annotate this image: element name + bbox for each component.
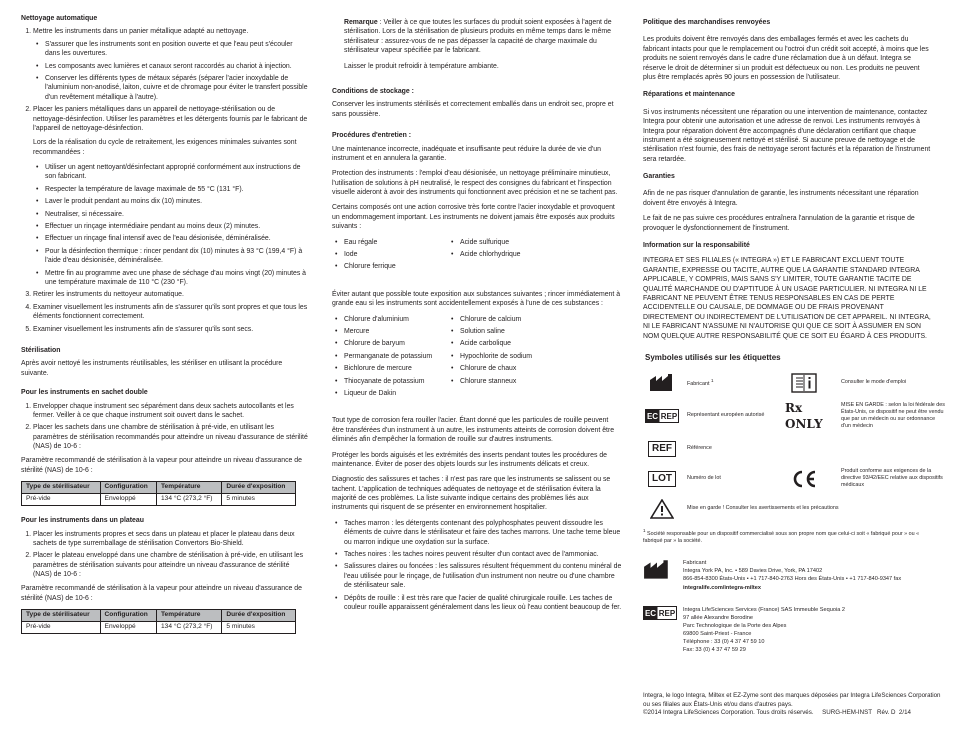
auto-cleaning-heading: Nettoyage automatique (21, 15, 98, 22)
returns-text: Les produits doivent être renvoyés dans des emballages fermés et avec les cachets du fabricant intacts pour que le remplacement ou l'octroi d'un crédit soit accepté, à moins que les produits ne soient renvoyés dans le cadre d'une réclamation due à un défaut. Integra se réserve le droit de déterminer si un produit est défectueux ou non. Les produits ne peuvent plus être remplacés après 90 jours en possession de l'utilisateur. (643, 36, 929, 81)
table-cell: 134 °C (273,2 °F) (157, 494, 222, 506)
rep-line: Integra LifeSciences Services (France) SAS Immeuble Sequoia 2 (683, 606, 845, 613)
table-header: Configuration (100, 482, 156, 494)
avoid-list (332, 315, 622, 407)
list-item: • Pour la désinfection thermique : rincer pendant dix (10) minutes à 93 °C (199,4 °F) à l'aide d'eau désionisée, déminéralisée. (45, 247, 309, 266)
list-item: • Effectuer un rinçage intermédiaire pendant au moins deux (2) minutes. (45, 222, 309, 231)
table-row (22, 494, 296, 506)
list-item: • Chlorure d'aluminium (344, 315, 448, 324)
maintenance-p6: Protéger les bords aiguisés et les extrémités des inserts pendant toutes les procédures de maintenance. Éviter de poser des objets lourds sur les instruments délicats et creux. (332, 451, 608, 468)
sterilization-heading: Stérilisation (21, 346, 61, 354)
storage-text: Conserver les instruments stérilisés et correctement emballés dans un endroit sec, propre et sans poussière. (332, 101, 614, 118)
list-item: • Taches marron : les détergents contenant des polyphosphates peuvent dissoudre les éléments de cuivre dans le stérilisateur et faire des taches marrons. Une tache terne bleue ou marron indique une oxydation sur la surface. (344, 519, 622, 547)
auto-step-3: 3. Retirer les instruments du nettoyeur automatique. (33, 290, 309, 299)
table-cell: 5 minutes (222, 494, 296, 506)
rx-only-icon: Rx ONLY (785, 400, 823, 431)
maintenance-p5: Tout type de corrosion fera rouiller l'acier. Étant donné que les particules de rouille peuvent être transférées d'un instrument à un autre, les instruments atteints de corrosion doivent être éliminés afin d'empêcher la formation de rouille sur d'autres instruments. (332, 417, 615, 444)
table-header: Type de stérilisateur (22, 482, 101, 494)
list-item: • Dépôts de rouille : il est très rare que l'acier de qualité chirurgicale rouille. Les taches de couleur rouille apparaissent généralement dans les lieux où l'eau contient beaucoup de fer. (344, 594, 622, 613)
maintenance-p4: Éviter autant que possible toute exposition aux substances suivantes ; rincer immédiatement à grande eau si les instruments sont accidentellement exposés à l'une de ces substances : (332, 290, 621, 308)
table-header: Température (157, 610, 222, 622)
stain-list (332, 519, 622, 613)
rep-line: Téléphone : 33 (0) 4 37 47 59 10 (683, 639, 765, 646)
list-item: • Bichlorure de mercure (344, 364, 448, 373)
lot-icon: LOT (643, 468, 681, 490)
tray-steps (21, 530, 309, 580)
list-item: • Acide carbolique (460, 339, 622, 348)
list-item: • Eau régale (344, 238, 448, 247)
list-item: • Neutraliser, si nécessaire. (45, 210, 309, 219)
rep-line: Fax: 33 (0) 4 37 47 59 29 (683, 647, 746, 654)
list-item: • Chlorure stanneux (460, 377, 622, 386)
list-item: • Effectuer un rinçage final intensif avec de l'eau désionisée, déminéralisée. (45, 234, 309, 243)
list-item: • Chlorure de baryum (344, 339, 448, 348)
warning-icon (643, 498, 681, 520)
list-item: • Chlorure de chaux (460, 364, 622, 373)
trademark-text: Integra, le logo Integra, Miltex et EZ-Zyme sont des marques déposées par Integra LifeSciences Corporation ou ses filiales aux États-Unis et/ou dans d'autres pays. (643, 692, 941, 708)
column-storage-maintenance (332, 18, 622, 617)
list-item: • Hypochlorite de sodium (460, 352, 622, 361)
auto-step-4: 4. Examiner visuellement les instruments afin de s'assurer qu'ils sont propres et que tous les éléments fonctionnent correctement. (33, 303, 309, 322)
ec-rep-icon (643, 606, 683, 655)
pouch-step-2: 2. Placer les sachets dans une chambre de stérilisation à pré-vide, en utilisant les paramètres de stérilisation recommandés pour atteindre un niveau d'assurance de stérilité (NAS) de 10-6 : (33, 423, 309, 451)
mfr-website-link[interactable]: integralife.com/integra-miltex (683, 584, 762, 591)
sterilization-text: Après avoir nettoyé les instruments réutilisables, les stériliser en utilisant la procédure suivante. (21, 360, 283, 377)
tray-param-text: Paramètre recommandé de stérilisation à la vapeur pour atteindre un niveau d'assurance de stérilité (NAS) de 10-6 : (21, 585, 302, 602)
list-item: • Les composants avec lumières et canaux seront raccordés au chariot à injection. (45, 62, 309, 71)
remark: Remarque : Veiller à ce que toutes les surfaces du produit soient exposées à l'agent de stérilisation. Lors de la stérilisation de plusieurs produits en même temps dans le même stérilisateur : assurez-vous de ne pas dépasser la capacité de charge maximale du stérilisateur vapeur spécifiée par le fabricant. (344, 19, 612, 55)
warranty-p1: Afin de ne pas risquer d'annulation de garantie, les instruments nécessitant une réparation doivent être envoyés à Integra. (643, 190, 919, 207)
sym-ce-label: Produit conforme aux exigences de la directive 93/42/EEC relative aux dispositifs médicaux (841, 468, 943, 489)
list-item: • Thiocyanate de potassium (344, 377, 448, 386)
list-item: • Liqueur de Dakin (344, 389, 448, 398)
tray-heading: Pour les instruments dans un plateau (21, 517, 144, 525)
list-item: • Salissures claires ou foncées : les salissures résultent fréquemment du contenu minéral de l'eau utilisée pour le rinçage, de l'utilisation d'un instrument non neutre ou d'une chambre de stérilisateur sale. (344, 562, 622, 590)
repairs-text: Si vos instruments nécessitent une réparation ou une intervention de maintenance, contactez Integra pour obtenir une autorisation et une adresse de renvoi. Les instruments renvoyés à Integra pour réparation doivent être accompagnés d'une déclaration certifiant que chaque instrument a été soigneusement nettoyé et stérilisé. Si aucune preuve de nettoyage et de stérilisation n'est fournie, des frais de nettoyage seront facturés et la réparation de l'instrument sera retardée. (643, 108, 931, 163)
warranty-heading: Garanties (643, 173, 675, 181)
ec-rep-icon-ec: EC (646, 411, 659, 421)
ref-icon: REF (643, 438, 681, 460)
table-cell: Pré-vide (22, 622, 101, 634)
column-policies-symbols (643, 18, 945, 654)
table-cell: 5 minutes (222, 622, 296, 634)
sym-ifu-label: Consulter le mode d'emploi (841, 379, 907, 386)
tray-step-2: 2. Placer le plateau enveloppé dans une chambre de stérilisation à pré-vide, en utilisant les paramètres de stérilisation suivants pour atteindre un niveau d'assurance de stérilité (NAS) de 10-6 : (33, 551, 309, 579)
ce-mark-icon (785, 468, 823, 490)
list-item: • Chlorure de calcium (460, 315, 622, 324)
table-row (22, 622, 296, 634)
maintenance-p7: Diagnostic des salissures et taches : il n'est pas rare que les instruments se salissent ou se tachent. L'application de techniques adéquates de nettoyage et de stérilisation évitera la majorité de ces problèmes. La liste suivante indique certains des problèmes liés aux instruments qui risquent de se présenter en environnement hospitalier. (332, 476, 611, 512)
corrosive-list (332, 238, 622, 280)
mfr-line: 866-854-8300 États-Unis • +1 717-840-2763 Hors des États-Unis • +1 717-840-9347 fax (683, 576, 902, 583)
table-cell: 134 °C (273,2 °F) (157, 622, 222, 634)
tray-step-1: 1. Placer les instruments propres et secs dans un plateau et placer le plateau dans deux sachets de type surremballage de stérilisation Convertors Bio-Shield. (33, 530, 309, 549)
eu-rep-block (643, 606, 933, 655)
mfr-line: Integra York PA, Inc. • 589 Davies Drive, York, PA 17402 (683, 568, 823, 575)
legal-footer (643, 692, 943, 718)
ec-rep-icon-rep: REP (658, 608, 676, 618)
sym-manufacturer-label: Fabricant (687, 380, 710, 387)
column-cleaning-sterilization (21, 14, 309, 644)
pouch-heading: Pour les instruments en sachet double (21, 389, 148, 397)
step2-bullets (33, 163, 309, 287)
maintenance-heading: Procédures d'entretien : (332, 132, 411, 140)
list-item: • Iode (344, 250, 448, 259)
maintenance-p1: Une maintenance incorrecte, inadéquate et insuffisante peut réduire la durée de vie d'un instrument et en annulera la garantie. (332, 145, 601, 162)
book-info-icon (785, 372, 823, 394)
tray-sterilization-table (21, 609, 296, 634)
sym-ref-label: Référence (687, 445, 712, 452)
liability-text: INTEGRA ET SES FILIALES (« INTEGRA ») ET LE FABRICANT EXCLUENT TOUTE GARANTIE, EXPRESSE OU TACITE, AUTRE QUE LA GARANTIE STANDARD INTEGRA APPLICABLE, Y COMPRIS, MAIS SANS S'Y LIMITER, TOUTE GARANTIE TACITE DE QUALITÉ MARCHANDE OU D'APTITUDE À UN USAGE PARTICULIER. NI INTEGRA NI LE FABRICANT NE PEUVENT ÊTRE TENUS RESPONSABLES EN CAS DE PERTE ACCIDENTELLE OU CAUSALE, DE DOMMAGE OU DE FRAIS PROVENANT DIRECTEMENT OU INDIRECTEMENT DE L'UTILISATION DE CET APPAREIL. NI INTEGRA, NI LE FABRICANT N'ASSUME NI N'AUTORISE QUI QUE CE SOIT À ASSUMER EN SON NOM QUELQUE AUTRE RESPONSABILITÉ QUE CE SOIT EU ÉGARD À CES PRODUITS. (643, 257, 931, 340)
manufacturer-icon (643, 372, 681, 394)
sym-warning-label: Mise en garde ! Consulter les avertissements et les précautions (687, 505, 839, 512)
storage-heading: Conditions de stockage : (332, 87, 414, 95)
pouch-steps (21, 402, 309, 452)
manufacturer-icon (643, 559, 683, 591)
list-item: • Taches noires : les taches noires peuvent résulter d'un contact avec de l'ammoniac. (344, 550, 622, 559)
ec-rep-icon-rep: REP (660, 411, 678, 421)
list-item: • Mettre fin au programme avec une phase de séchage d'au moins vingt (20) minutes à une température maximale de 110 °C (230 °F). (45, 269, 309, 288)
maintenance-p2: Protection des instruments : l'emploi d'eau désionisée, un nettoyage préliminaire minutieux, l'utilisation de solutions à pH neutralisé, le respect des consignes du fabricant et l'inspection visuelle aideront à avoir des instruments qui fonctionnent avec précision et ne se tachent pas. (332, 170, 618, 197)
table-cell: Enveloppé (100, 622, 156, 634)
maintenance-p3: Certains composés ont une action corrosive très forte contre l'acier inoxydable et provoquent un endommagement important. Les instruments ne doivent jamais être exposés aux produits suivants : (332, 204, 615, 231)
repairs-heading: Réparations et maintenance (643, 91, 735, 99)
table-header: Durée d'exposition (222, 482, 296, 494)
list-item: • Mercure (344, 327, 448, 336)
manufacturer-block (643, 559, 933, 591)
symbols-heading: Symboles utilisés sur les étiquettes (645, 352, 781, 362)
table-cell: Pré-vide (22, 494, 101, 506)
table-header: Durée d'exposition (222, 610, 296, 622)
pouch-sterilization-table (21, 481, 296, 506)
rep-line: 97 allée Alexandre Borodine (683, 614, 753, 621)
sym-ecrep-label: Représentant européen autorisé (687, 412, 765, 419)
symbols-grid: Fabricant $^1$ Consulter le mode d'emploi EC REP Représentant européen autorisé Rx ONLY MISE EN GARDE : selon la loi fédérale des États-Unis, ce dispositif ne peut être vendu que par un médecin ou sur ordonnance d'un médecin REF Référence LOT Numéro de lot Produit conforme aux exigences de la directive 93/42/EEC relative aux dispositifs médicaux Mise en garde ! Consulter les avertissements et les précautions (643, 372, 933, 520)
sym-lot-label: Numéro de lot (687, 475, 721, 482)
auto-step-5: 5. Examiner visuellement les instruments afin de s'assurer qu'ils sont secs. (33, 325, 309, 334)
list-item: • Utiliser un agent nettoyant/désinfectant approprié conformément aux instructions de son fabricant. (45, 163, 309, 182)
step2-intro: Lors de la réalisation du cycle de retraitement, les exigences minimales suivantes sont recommandées : (33, 139, 297, 156)
ec-rep-icon-ec: EC (644, 608, 657, 618)
liability-heading: Information sur la responsabilité (643, 242, 750, 250)
list-item: • Permanganate de potassium (344, 352, 448, 361)
cool-text: Laisser le produit refroidir à température ambiante. (344, 62, 499, 70)
auto-step-2: 2. Placer les paniers métalliques dans un appareil de nettoyage-stérilisation ou de nettoyage-désinfection. Utiliser les paramètres et les détergents fournis par le fabricant de l'appareil de nettoyage-désinfection. Lors de la réalisation du cycle de retraitement, les exigences minimales suivantes sont recommandées : • Utiliser un agent nettoyant/désinfectant approprié conformément aux instructions de son fabricant. • Respecter la température de lavage maximale de 55 °C (131 °F). • Laver le produit pendant au moins dix (10) minutes. • Neutraliser, si nécessaire. • Effectuer un rinçage intermédiaire pendant au moins deux (2) minutes. • Effectuer un rinçage final intensif avec de l'eau désionisée, déminéralisée. • Pour la désinfection thermique : rincer pendant dix (10) minutes à 93 °C (199,4 °F) à l'aide d'eau désionisée, déminéralisée. • Mettre fin au programme avec une phase de séchage d'au moins vingt (20) minutes à une température maximale de 110 °C (230 °F). (33, 105, 309, 287)
table-cell: Enveloppé (100, 494, 156, 506)
mfr-line: Fabricant (683, 560, 707, 567)
table-header: Température (157, 482, 222, 494)
list-item: • Conserver les différents types de métaux séparés (séparer l'acier inoxydable de l'aluminium non-anodisé, laiton, cuivre et de chromage pour éviter le transfert possible d'un revêtement métallique à l'autre). (45, 74, 309, 102)
rep-line: 69800 Saint-Priest - France (683, 631, 752, 638)
list-item: • Respecter la température de lavage maximale de 55 °C (131 °F). (45, 185, 309, 194)
sym-rx-label: MISE EN GARDE : selon la loi fédérale des États-Unis, ce dispositif ne peut être vendu que par un médecin ou sur ordonnance d'un médecin (841, 401, 945, 429)
step1-bullets (33, 40, 309, 102)
warranty-p2: Le fait de ne pas suivre ces procédures entraînera l'annulation de la garantie et risque de provoquer le dysfonctionnement de l'instrument. (643, 215, 915, 232)
rep-line: Parc Technologique de la Porte des Alpes (683, 622, 787, 629)
auto-step-1: 1. Mettre les instruments dans un panier métallique adapté au nettoyage. • S'assurer que les instruments sont en position ouverte et que l'eau peut s'écouler dans les ouvertures. • Les composants avec lumières et canaux seront raccordés au chariot à injection. • Conserver les différents types de métaux séparés (séparer l'acier inoxydable de l'aluminium non-anodisé, laiton, cuivre et de chromage pour éviter le transfert possible d'un revêtement métallique à l'autre). (33, 27, 309, 102)
list-item: • Laver le produit pendant au moins dix (10) minutes. (45, 197, 309, 206)
table-header: Type de stérilisateur (22, 610, 101, 622)
table-header: Configuration (100, 610, 156, 622)
pouch-step-1: 1. Envelopper chaque instrument sec séparément dans deux sachets autocollants et les fermer. Veiller à ce que chaque instrument soit ouvert dans le sachet. (33, 402, 309, 421)
footnote: $^1$ Société responsable pour un dispositif commercialisé sous son propre nom que celui-ci soit « fabriqué pour » ou « fabriqué par » la société. (643, 527, 920, 544)
returns-heading: Politique des marchandises renvoyées (643, 19, 771, 26)
list-item: • Acide sulfurique (460, 238, 622, 247)
list-item: • Chlorure ferrique (344, 262, 448, 271)
auto-cleaning-steps (21, 27, 309, 334)
copyright-text: ©2014 Integra LifeSciences Corporation. Tous droits réservés. SURG-HEM-INST Rév. D 2/14 (643, 709, 911, 717)
list-item: • Acide chlorhydrique (460, 250, 622, 259)
pouch-param-text: Paramètre recommandé de stérilisation à la vapeur pour atteindre un niveau d'assurance de stérilité (NAS) de 10-6 : (21, 457, 302, 474)
list-item: • Solution saline (460, 327, 622, 336)
ec-rep-icon (643, 405, 681, 427)
list-item: • S'assurer que les instruments sont en position ouverte et que l'eau peut s'écouler dans les ouvertures. (45, 40, 309, 59)
